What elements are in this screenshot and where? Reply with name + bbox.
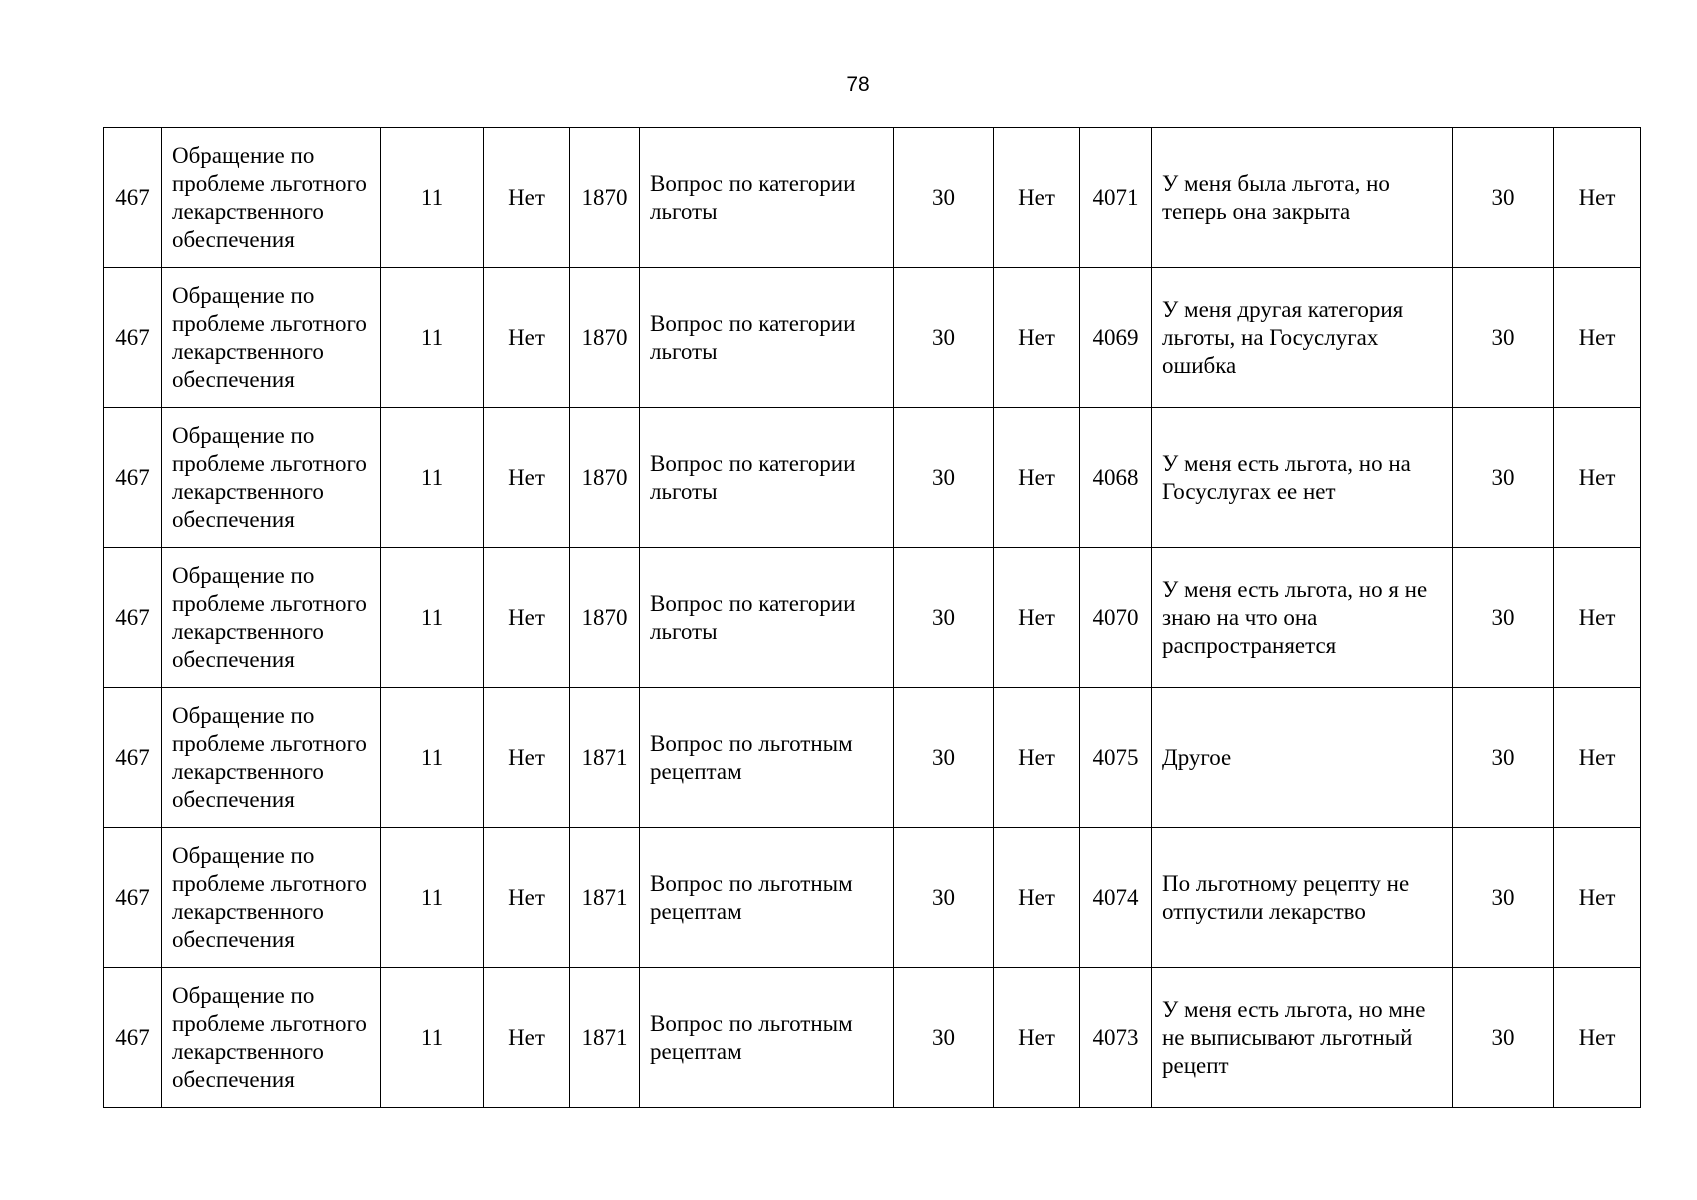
subtopic-code-cell: 4069 xyxy=(1080,268,1152,408)
group-code-cell: 467 xyxy=(104,408,162,548)
subtopic-deadline-cell: 30 xyxy=(1453,128,1554,268)
group-name-cell: Обращение по проблеме льготного лекарственного обеспечения xyxy=(162,828,381,968)
topic-name-cell: Вопрос по льготным рецептам xyxy=(640,688,894,828)
topic-code-cell: 1870 xyxy=(570,268,640,408)
subtopic-name-cell: Другое xyxy=(1152,688,1453,828)
group-name-cell: Обращение по проблеме льготного лекарственного обеспечения xyxy=(162,548,381,688)
subtopic-name-cell: У меня другая категория льготы, на Госуслугах ошибка xyxy=(1152,268,1453,408)
subtopic-name-cell: У меня была льгота, но теперь она закрыта xyxy=(1152,128,1453,268)
group-deadline-cell: 11 xyxy=(381,128,484,268)
topic-name-cell: Вопрос по категории льготы xyxy=(640,268,894,408)
topic-flag-cell: Нет xyxy=(994,548,1080,688)
table-row xyxy=(104,128,1641,268)
topic-deadline-cell: 30 xyxy=(894,828,994,968)
topic-name-cell: Вопрос по категории льготы xyxy=(640,408,894,548)
topic-name-cell: Вопрос по льготным рецептам xyxy=(640,968,894,1108)
topic-code-cell: 1871 xyxy=(570,828,640,968)
group-name-cell: Обращение по проблеме льготного лекарственного обеспечения xyxy=(162,408,381,548)
topic-deadline-cell: 30 xyxy=(894,968,994,1108)
subtopic-flag-cell: Нет xyxy=(1554,548,1641,688)
topic-name-cell: Вопрос по категории льготы xyxy=(640,548,894,688)
group-name-cell: Обращение по проблеме льготного лекарственного обеспечения xyxy=(162,968,381,1108)
topic-code-cell: 1871 xyxy=(570,968,640,1108)
subtopic-flag-cell: Нет xyxy=(1554,688,1641,828)
topic-code-cell: 1870 xyxy=(570,548,640,688)
group-code-cell: 467 xyxy=(104,968,162,1108)
classifier-table xyxy=(103,127,1641,1108)
topic-deadline-cell: 30 xyxy=(894,688,994,828)
subtopic-deadline-cell: 30 xyxy=(1453,268,1554,408)
group-code-cell: 467 xyxy=(104,268,162,408)
subtopic-name-cell: По льготному рецепту не отпустили лекарство xyxy=(1152,828,1453,968)
table-row xyxy=(104,268,1641,408)
group-code-cell: 467 xyxy=(104,688,162,828)
topic-flag-cell: Нет xyxy=(994,688,1080,828)
subtopic-deadline-cell: 30 xyxy=(1453,548,1554,688)
group-deadline-cell: 11 xyxy=(381,968,484,1108)
subtopic-name-cell: У меня есть льгота, но мне не выписывают льготный рецепт xyxy=(1152,968,1453,1108)
table-row xyxy=(104,828,1641,968)
group-deadline-cell: 11 xyxy=(381,688,484,828)
table-row xyxy=(104,968,1641,1108)
subtopic-flag-cell: Нет xyxy=(1554,408,1641,548)
topic-deadline-cell: 30 xyxy=(894,268,994,408)
subtopic-code-cell: 4075 xyxy=(1080,688,1152,828)
subtopic-deadline-cell: 30 xyxy=(1453,688,1554,828)
topic-deadline-cell: 30 xyxy=(894,128,994,268)
page-number: 78 xyxy=(846,73,870,96)
topic-flag-cell: Нет xyxy=(994,268,1080,408)
table-row xyxy=(104,408,1641,548)
group-code-cell: 467 xyxy=(104,128,162,268)
subtopic-code-cell: 4073 xyxy=(1080,968,1152,1108)
subtopic-code-cell: 4070 xyxy=(1080,548,1152,688)
group-code-cell: 467 xyxy=(104,828,162,968)
group-flag-cell: Нет xyxy=(484,968,570,1108)
topic-flag-cell: Нет xyxy=(994,408,1080,548)
group-flag-cell: Нет xyxy=(484,548,570,688)
topic-flag-cell: Нет xyxy=(994,828,1080,968)
subtopic-flag-cell: Нет xyxy=(1554,268,1641,408)
topic-deadline-cell: 30 xyxy=(894,408,994,548)
group-deadline-cell: 11 xyxy=(381,548,484,688)
group-flag-cell: Нет xyxy=(484,408,570,548)
subtopic-flag-cell: Нет xyxy=(1554,128,1641,268)
group-name-cell: Обращение по проблеме льготного лекарственного обеспечения xyxy=(162,268,381,408)
group-code-cell: 467 xyxy=(104,548,162,688)
subtopic-deadline-cell: 30 xyxy=(1453,968,1554,1108)
topic-code-cell: 1870 xyxy=(570,128,640,268)
subtopic-flag-cell: Нет xyxy=(1554,828,1641,968)
topic-flag-cell: Нет xyxy=(994,968,1080,1108)
subtopic-code-cell: 4071 xyxy=(1080,128,1152,268)
group-flag-cell: Нет xyxy=(484,128,570,268)
subtopic-code-cell: 4068 xyxy=(1080,408,1152,548)
topic-code-cell: 1871 xyxy=(570,688,640,828)
group-flag-cell: Нет xyxy=(484,688,570,828)
subtopic-flag-cell: Нет xyxy=(1554,968,1641,1108)
table-row xyxy=(104,688,1641,828)
subtopic-deadline-cell: 30 xyxy=(1453,408,1554,548)
subtopic-name-cell: У меня есть льгота, но я не знаю на что она распространяется xyxy=(1152,548,1453,688)
topic-name-cell: Вопрос по льготным рецептам xyxy=(640,828,894,968)
table-row xyxy=(104,548,1641,688)
topic-code-cell: 1870 xyxy=(570,408,640,548)
group-deadline-cell: 11 xyxy=(381,828,484,968)
subtopic-name-cell: У меня есть льгота, но на Госуслугах ее нет xyxy=(1152,408,1453,548)
group-flag-cell: Нет xyxy=(484,268,570,408)
group-deadline-cell: 11 xyxy=(381,268,484,408)
group-flag-cell: Нет xyxy=(484,828,570,968)
group-deadline-cell: 11 xyxy=(381,408,484,548)
topic-name-cell: Вопрос по категории льготы xyxy=(640,128,894,268)
subtopic-deadline-cell: 30 xyxy=(1453,828,1554,968)
topic-deadline-cell: 30 xyxy=(894,548,994,688)
group-name-cell: Обращение по проблеме льготного лекарственного обеспечения xyxy=(162,128,381,268)
subtopic-code-cell: 4074 xyxy=(1080,828,1152,968)
group-name-cell: Обращение по проблеме льготного лекарственного обеспечения xyxy=(162,688,381,828)
topic-flag-cell: Нет xyxy=(994,128,1080,268)
table-body xyxy=(104,128,1641,1108)
